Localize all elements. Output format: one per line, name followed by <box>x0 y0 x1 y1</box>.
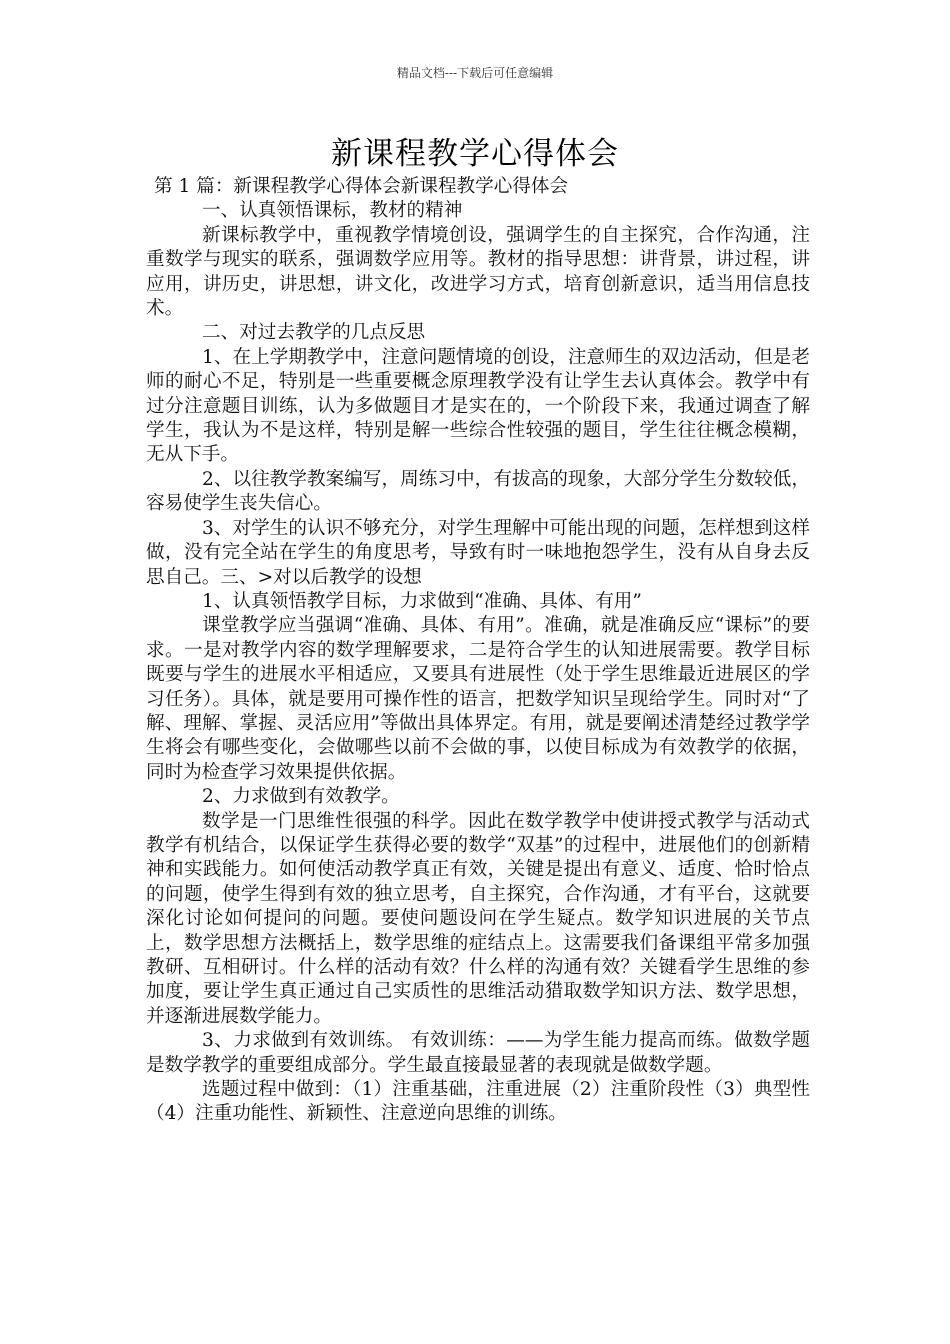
paragraph: 选题过程中做到：（1）注重基础，注重进展（2）注重阶段性（3）典型性（4）注重功能性、新颖性、注意逆向思维的训练。 <box>146 1079 810 1125</box>
paragraph: 3、力求做到有效训练。 有效训练：——为学生能力提高而练。做数学题是数学教学的重要组成部分。学生最直接最显著的表现就是做数学题。 <box>146 1030 810 1076</box>
subheading: 1、认真领悟教学目标，力求做到“准确、具体、有用” <box>202 590 642 612</box>
section-heading-2: 二、对过去教学的几点反思 <box>202 322 426 344</box>
section-heading-1: 一、认真领悟课标，教材的精神 <box>202 200 463 222</box>
paragraph: 1、在上学期教学中，注意问题情境的创设，注意师生的双边活动，但是老师的耐心不足，特别是一些重要概念原理教学没有让学生去认真体会。教学中有过分注意题目训练，认为多做题目才是实在的，一个阶段下来，我通过调查了解学生，我认为不是这样，特别是解一些综合性较强的题目，学生往往概念模糊，无从下手。 <box>146 346 810 466</box>
article-heading: 第 1 篇：新课程教学心得体会新课程教学心得体会 <box>154 176 569 197</box>
paragraph: 课堂教学应当强调“准确、具体、有用”。准确，就是准确反应“课标”的要求。一是对教学内容的数学理解要求，二是符合学生的认知进展需要。教学目标既要与学生的进展水平相适应，又要具有进展性（处于学生思维最近进展区的学习任务）。具体，就是要用可操作性的语言，把数学知识呈现给学生。同时对“了解、理解、掌握、灵活应用”等做出具体界定。有用，就是要阐述清楚经过教学学生将会有哪些变化，会做哪些以前不会做的事，以使目标成为有效教学的依据，同时为检查学习效果提供依据。 <box>146 615 810 783</box>
paragraph: 数学是一门思维性很强的科学。因此在数学教学中使讲授式教学与活动式教学有机结合，以保证学生获得必要的数学“双基”的过程中，进展他们的创新精神和实践能力。如何使活动教学真正有效，关键是提出有意义、适度、恰时恰点的问题，使学生得到有效的独立思考，自主探究，合作沟通，才有平台，这就要深化讨论如何提问的问题。要使问题设问在学生疑点。数学知识进展的关节点上，数学思想方法概括上，数学思维的症结点上。这需要我们备课组平常多加强教研、互相研讨。什么样的活动有效？什么样的沟通有效？关键看学生思维的参加度，要让学生真正通过自己实质性的思维活动猎取数学知识方法、数学思想，并逐渐进展数学能力。 <box>146 810 810 1027</box>
paragraph: 3、对学生的认识不够充分，对学生理解中可能出现的问题，怎样想到这样做，没有完全站在学生的角度思考，导致有时一味地抱怨学生，没有从自身去反思自己。三、>对以后教学的设想 <box>146 517 810 588</box>
document-title: 新课程教学心得体会 <box>331 136 619 172</box>
subheading: 2、力求做到有效教学。 <box>202 786 400 808</box>
paragraph: 2、以往教学教案编写，周练习中，有拔高的现象，大部分学生分数较低，容易使学生丧失信心。 <box>146 468 810 515</box>
document-body <box>146 175 810 1127</box>
header-note: 精品文档---下载后可任意编辑 <box>396 66 554 80</box>
paragraph: 新课标教学中，重视教学情境创设，强调学生的自主探究，合作沟通，注重数学与现实的联系，强调数学应用等。教材的指导思想：讲背景，讲过程，讲应用，讲历史，讲思想，讲文化，改进学习方式，培育创新意识，适当用信息技术。 <box>146 224 810 320</box>
